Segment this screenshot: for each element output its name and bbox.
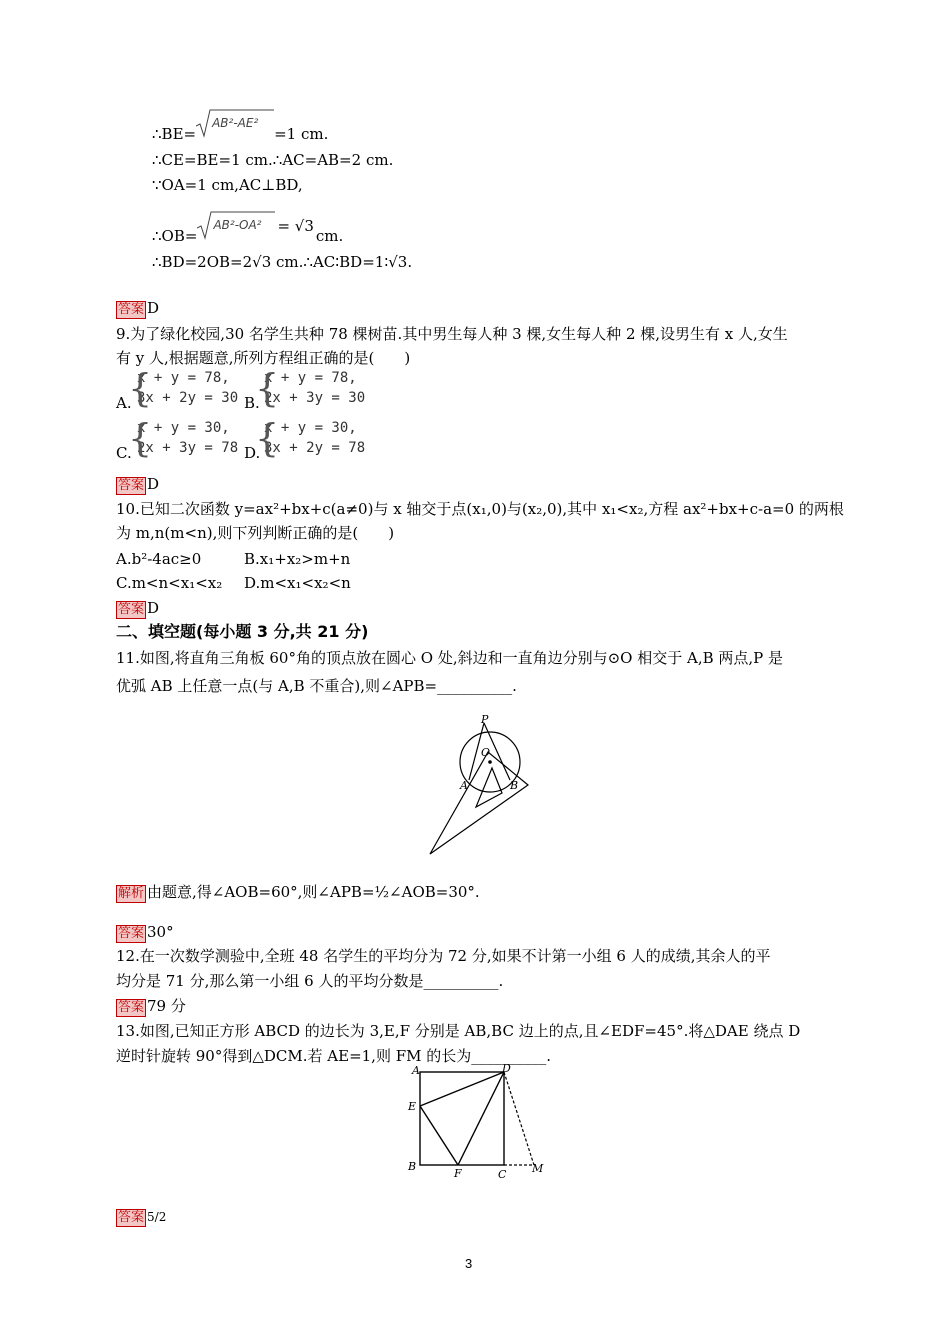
- q9-option-c-system: [128, 416, 239, 460]
- q13-stem-line-2: 逆时针旋转 90°得到△DCM.若 AE=1,则 FM 的长为__________.: [116, 1047, 552, 1065]
- q9-option-b-system: [255, 366, 366, 410]
- equation: x + y = 30,: [264, 420, 357, 436]
- sqrt-radical: [196, 108, 274, 138]
- brace-icon: {: [255, 416, 280, 460]
- answer-label: 答案: [118, 602, 145, 617]
- label-o: O: [481, 746, 491, 759]
- q11-stem-line-1: 11.如图,将直角三角板 60°角的顶点放在圆心 O 处,斜边和一直角边分别与⊙O 相交于 A,B 两点,P 是: [116, 649, 784, 667]
- triangle-ruler-inner: [476, 768, 502, 807]
- q12-stem-line-1: 12.在一次数学测验中,全班 48 名学生的平均分为 72 分,如果不计第一小组 6 人的成绩,其余人的平: [116, 947, 771, 965]
- q12-answer: 79 分: [147, 997, 186, 1015]
- label-d: D: [502, 1062, 511, 1075]
- equation: 2x + 3y = 78: [137, 440, 239, 456]
- equation: x + y = 78,: [137, 370, 230, 386]
- segment-ed: [420, 1072, 504, 1106]
- label-c: C: [498, 1168, 507, 1181]
- derivation-line-5: ∴BD=2OB=2√3 cm.∴AC∶BD=1∶√3.: [152, 253, 413, 271]
- q13-stem-line-1: 13.如图,已知正方形 ABCD 的边长为 3,E,F 分别是 AB,BC 边上的点,且∠EDF=45°.将△DAE 绕点 D: [116, 1022, 801, 1040]
- q11-explanation-row: [116, 882, 480, 903]
- brace-icon: {: [128, 416, 153, 460]
- segment-ef: [420, 1106, 458, 1165]
- answer-label: 答案: [118, 478, 145, 493]
- q10-stem-line-1: 10.已知二次函数 y=ax²+bx+c(a≠0)与 x 轴交于点(x₁,0)与(x₂,0),其中 x₁<x₂,方程 ax²+bx+c-a=0 的两根: [116, 500, 844, 518]
- q10-answer-row: [116, 598, 159, 619]
- derivation-line-1: [152, 116, 329, 150]
- segment-fd: [458, 1072, 504, 1165]
- q10-option-d: D.m<x₁<x₂<n: [244, 574, 351, 592]
- segment-dm: [504, 1072, 534, 1165]
- q11-answer: 30°: [147, 923, 174, 941]
- derivation-line-4-suffix: cm.: [315, 227, 344, 245]
- q9-option-d-label: D.: [244, 444, 261, 462]
- answer-label: 答案: [118, 1210, 145, 1225]
- q10-option-a: A.b²-4ac≥0: [116, 550, 202, 568]
- sqrt-content: AB²-OA²: [213, 218, 262, 232]
- explanation-label: 解析: [118, 886, 145, 901]
- label-a: A: [460, 779, 468, 792]
- label-b: B: [408, 1160, 417, 1173]
- equation: 2x + 3y = 30: [264, 390, 366, 406]
- sqrt-radical: [197, 210, 275, 240]
- derivation-line-1-suffix: =1 cm.: [274, 125, 329, 143]
- q10-stem-line-2: 为 m,n(m<n),则下列判断正确的是( ): [116, 524, 395, 542]
- derivation-line-1-prefix: ∴BE=: [152, 125, 197, 143]
- derivation-line-3: ∵OA=1 cm,AC⊥BD,: [152, 176, 303, 194]
- equation: x + y = 30,: [137, 420, 230, 436]
- derivation-line-2: ∴CE=BE=1 cm.∴AC=AB=2 cm.: [152, 151, 394, 169]
- square-abcd: [420, 1072, 504, 1165]
- q13-figure: [400, 1062, 550, 1182]
- label-e: E: [408, 1100, 417, 1113]
- brace-icon: {: [255, 366, 280, 410]
- q9-stem-line-2: 有 y 人,根据题意,所列方程组正确的是( ): [116, 349, 411, 367]
- section-heading: 二、填空题(每小题 3 分,共 21 分): [116, 622, 369, 641]
- q9-answer: D: [147, 475, 160, 493]
- derivation-line-4-mid: = √3: [277, 217, 314, 235]
- q8-answer: D: [147, 299, 160, 317]
- label-m: M: [532, 1162, 544, 1175]
- brace-icon: {: [128, 366, 153, 410]
- q10-option-c: C.m<n<x₁<x₂: [116, 574, 223, 592]
- q11-stem-line-2: 优弧 AB 上任意一点(与 A,B 不重合),则∠APB=__________.: [116, 677, 517, 695]
- q9-option-d-system: [255, 416, 366, 460]
- page-number: 3: [465, 1256, 473, 1271]
- label-f: F: [454, 1167, 462, 1180]
- q9-stem-line-1: 9.为了绿化校园,30 名学生共种 78 棵树苗.其中男生每人种 3 棵,女生每人种 2 棵,设男生有 x 人,女生: [116, 325, 788, 343]
- q8-answer-row: [116, 298, 159, 319]
- equation: 3x + 2y = 78: [264, 440, 366, 456]
- q13-answer: 5/2: [147, 1210, 167, 1224]
- q12-answer-row: [116, 996, 186, 1017]
- answer-label: 答案: [118, 1000, 145, 1015]
- q12-stem-line-2: 均分是 71 分,那么第一小组 6 人的平均分数是__________.: [116, 972, 504, 990]
- label-a: A: [412, 1064, 420, 1077]
- q9-option-a-system: [128, 366, 239, 410]
- equation: 3x + 2y = 30: [137, 390, 239, 406]
- q9-option-a-label: A.: [116, 394, 132, 412]
- label-b: B: [510, 779, 519, 792]
- equation: x + y = 78,: [264, 370, 357, 386]
- q11-explanation: 由题意,得∠AOB=60°,则∠APB=½∠AOB=30°.: [147, 883, 480, 901]
- label-p: P: [481, 713, 489, 726]
- sqrt-content: AB²-AE²: [212, 116, 259, 130]
- q13-answer-row: [116, 1206, 166, 1227]
- center-point: [488, 760, 492, 764]
- answer-label: 答案: [118, 926, 145, 941]
- q9-option-c-label: C.: [116, 444, 132, 462]
- q9-option-b-label: B.: [244, 394, 260, 412]
- q9-answer-row: [116, 474, 159, 495]
- triangle-ruler-outer: [430, 752, 528, 854]
- answer-label: 答案: [118, 302, 145, 317]
- q11-figure: [420, 712, 540, 860]
- q10-option-b: B.x₁+x₂>m+n: [244, 550, 351, 568]
- derivation-line-4-prefix: ∴OB=: [152, 227, 198, 245]
- q11-answer-row: [116, 922, 174, 943]
- derivation-line-4: [152, 217, 344, 252]
- q10-answer: D: [147, 599, 160, 617]
